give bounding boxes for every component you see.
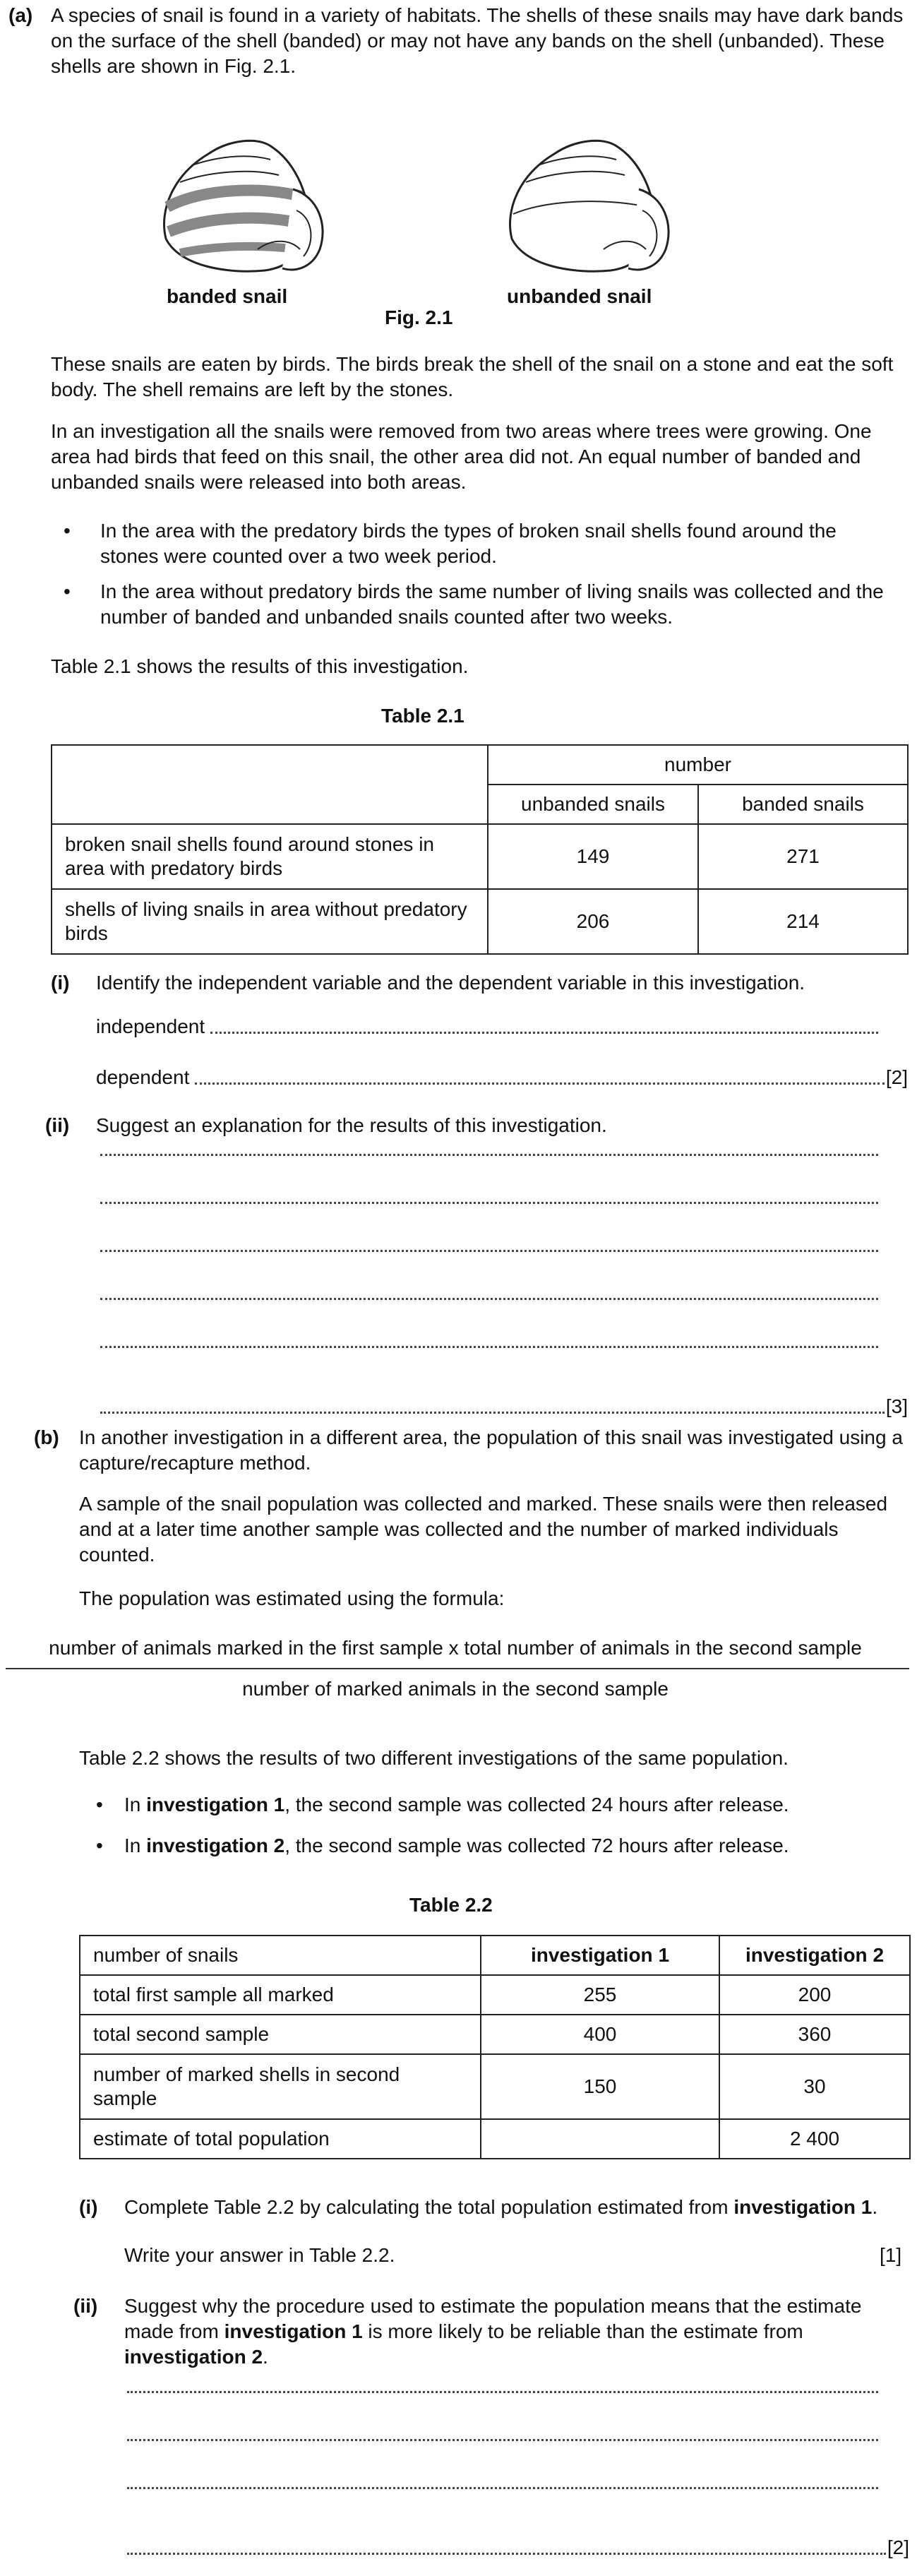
table-2-1 xyxy=(51,744,909,955)
part-a-bullet2: In the area without predatory birds the same number of living snails was collected and the number of banded and unbanded snails counted after two weeks. xyxy=(100,580,884,628)
fig-caption: Fig. 2.1 xyxy=(385,306,453,328)
table-2-1-intro: Table 2.1 shows the results of this investigation. xyxy=(51,655,469,677)
table-row xyxy=(52,889,908,954)
part-b-label: (b) xyxy=(34,1426,59,1448)
bullet-dot: • xyxy=(64,580,71,602)
formula-denominator: number of marked animals in the second sample xyxy=(242,1678,669,1700)
table-2-2-row-label: total first sample all marked xyxy=(80,1975,481,2015)
table-2-2-cell: 255 xyxy=(481,1975,719,2015)
table-row xyxy=(52,824,908,889)
formula-numerator: number of animals marked in the first sample x total number of animals in the second sample xyxy=(49,1637,862,1659)
table-row xyxy=(80,2119,910,2159)
table-2-2-cell: 400 xyxy=(481,2015,719,2054)
part-a-bullet1: In the area with the predatory birds the types of broken snail shells found around the stones were counted over a two week period. xyxy=(100,520,837,567)
dotted-fill xyxy=(100,1298,878,1300)
table-2-1-col-unbanded: unbanded snails xyxy=(488,785,698,824)
mark-allocation: [1] xyxy=(880,2244,902,2266)
dependent-label: dependent xyxy=(96,1066,190,1088)
table-2-2-header: number of snails xyxy=(80,1936,481,1975)
investigation-1-estimate-input[interactable] xyxy=(481,2119,719,2159)
q-b-i-text: Complete Table 2.2 by calculating the total population estimated from investigation 1. xyxy=(124,2196,878,2218)
table-2-2-cell: 30 xyxy=(719,2054,910,2119)
independent-label: independent xyxy=(96,1015,205,1037)
answer-line[interactable] xyxy=(100,1202,878,1210)
dependent-answer-line[interactable] xyxy=(96,1065,908,1090)
table-2-2-cell: 2 400 xyxy=(719,2119,910,2159)
dotted-fill xyxy=(100,1250,878,1252)
table-2-1-cell: 271 xyxy=(698,824,908,889)
table-2-1-row-label: broken snail shells found around stones in area with predatory birds xyxy=(52,824,488,889)
q-b-ii-label: (ii) xyxy=(73,2295,98,2317)
fig-label-banded: banded snail xyxy=(167,285,288,307)
mark-allocation: [2] xyxy=(887,2536,909,2558)
q-a-i-label: (i) xyxy=(51,972,70,994)
answer-line[interactable] xyxy=(127,2535,909,2560)
unbanded-snail-shell-drawing xyxy=(498,133,681,278)
answer-line[interactable] xyxy=(127,2439,878,2447)
dotted-fill xyxy=(100,1202,878,1204)
answer-line[interactable] xyxy=(100,1346,878,1354)
dotted-fill xyxy=(210,1032,878,1034)
part-a-para1: These snails are eaten by birds. The birds break the shell of the snail on a stone and eat the soft body. The shell remains are left by the stones. xyxy=(51,353,894,400)
table-2-1-cell: 214 xyxy=(698,889,908,954)
bullet-dot: • xyxy=(64,520,71,542)
dotted-fill xyxy=(195,1083,885,1085)
dotted-fill xyxy=(127,2553,886,2555)
table-2-1-cell: 206 xyxy=(488,889,698,954)
table-2-2-header: investigation 1 xyxy=(481,1936,719,1975)
table-2-2-cell: 200 xyxy=(719,1975,910,2015)
part-a-intro: A species of snail is found in a variety of habitats. The shells of these snails may have dark bands on the surface of the shell (banded) or may not have any bands on the shell (unbanded). These shells are shown in Fig. 2.1. xyxy=(51,4,904,77)
table-row xyxy=(80,2054,910,2119)
table-2-1-row-label: shells of living snails in area without predatory birds xyxy=(52,889,488,954)
answer-line[interactable] xyxy=(100,1298,878,1306)
table-2-1-group-header: number xyxy=(488,745,908,785)
q-b-ii-text: Suggest why the procedure used to estimate the population means that the estimate made from investigation 1 is more likely to be reliable than the estimate from investigation 2. xyxy=(124,2295,862,2368)
q-a-i-text: Identify the independent variable and the dependent variable in this investigation. xyxy=(96,972,805,994)
q-a-ii-label: (ii) xyxy=(45,1114,70,1136)
part-b-bullet1: In investigation 1, the second sample was collected 24 hours after release. xyxy=(124,1794,789,1815)
part-b-intro: In another investigation in a different area, the population of this snail was investigated using a capture/recapture method. xyxy=(79,1426,903,1474)
table-2-1-cell: 149 xyxy=(488,824,698,889)
dotted-fill xyxy=(127,2391,878,2393)
mark-allocation: [2] xyxy=(885,1066,908,1088)
dotted-fill xyxy=(100,1154,878,1156)
answer-line[interactable] xyxy=(127,2391,878,2399)
table-2-1-blank-header xyxy=(52,745,488,824)
table-2-2-cell: 360 xyxy=(719,2015,910,2054)
bullet-dot: • xyxy=(96,1835,103,1856)
dotted-fill xyxy=(100,1346,878,1348)
independent-answer-line[interactable] xyxy=(96,1014,878,1039)
part-b-para1: A sample of the snail population was collected and marked. These snails were then released and at a later time another sample was collected and the number of marked individuals counted. xyxy=(79,1493,888,1566)
answer-line[interactable] xyxy=(100,1250,878,1258)
dotted-fill xyxy=(127,2439,878,2441)
formula-fraction-bar xyxy=(6,1668,909,1669)
table-2-2-header: investigation 2 xyxy=(719,1936,910,1975)
bullet-dot: • xyxy=(96,1794,103,1815)
table-row xyxy=(80,2015,910,2054)
table-2-2-cell: 150 xyxy=(481,2054,719,2119)
q-b-i-write: Write your answer in Table 2.2. xyxy=(124,2244,395,2266)
part-b-para2: The population was estimated using the formula: xyxy=(79,1587,505,1609)
part-a-label: (a) xyxy=(8,4,33,26)
answer-line[interactable] xyxy=(100,1394,908,1419)
table-2-2-row-label: total second sample xyxy=(80,2015,481,2054)
q-b-i-label: (i) xyxy=(79,2196,98,2218)
table-row xyxy=(80,1975,910,2015)
dotted-fill xyxy=(100,1412,885,1414)
table-2-2 xyxy=(79,1935,911,2159)
banded-snail-shell-drawing xyxy=(152,133,335,278)
fig-label-unbanded: unbanded snail xyxy=(507,285,652,307)
q-a-ii-text: Suggest an explanation for the results of this investigation. xyxy=(96,1114,607,1136)
table-2-2-title: Table 2.2 xyxy=(409,1894,493,1916)
mark-allocation: [3] xyxy=(885,1395,908,1417)
table-2-2-intro: Table 2.2 shows the results of two different investigations of the same population. xyxy=(79,1747,789,1769)
answer-line[interactable] xyxy=(127,2487,878,2495)
dotted-fill xyxy=(127,2487,878,2489)
table-2-2-row-label: number of marked shells in second sample xyxy=(80,2054,481,2119)
table-2-1-title: Table 2.1 xyxy=(381,705,465,727)
part-b-bullet2: In investigation 2, the second sample was collected 72 hours after release. xyxy=(124,1835,789,1856)
part-a-para2: In an investigation all the snails were removed from two areas where trees were growing. One area had birds that feed on this snail, the other area did not. An equal number of banded and unbanded snails were released into both areas. xyxy=(51,420,872,493)
table-2-1-col-banded: banded snails xyxy=(698,785,908,824)
table-2-2-row-label: estimate of total population xyxy=(80,2119,481,2159)
answer-line[interactable] xyxy=(100,1154,878,1162)
